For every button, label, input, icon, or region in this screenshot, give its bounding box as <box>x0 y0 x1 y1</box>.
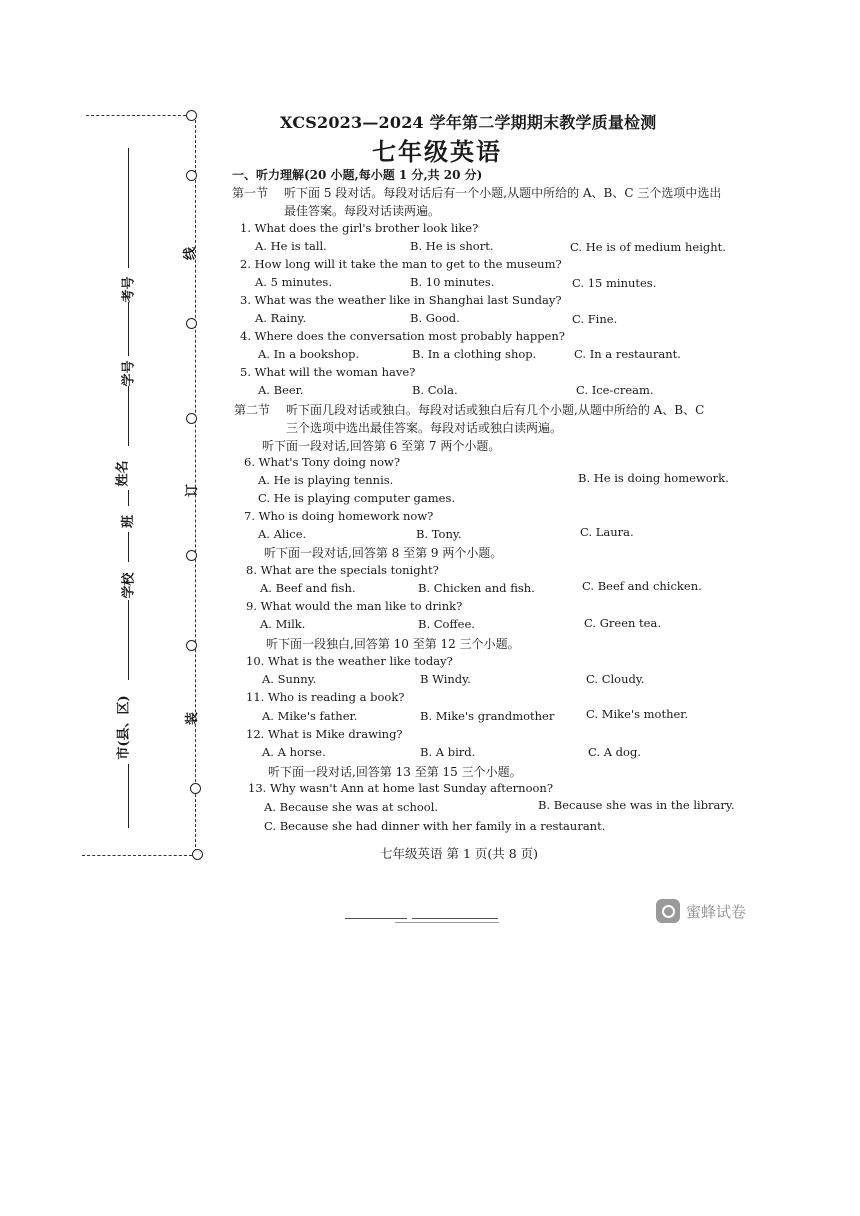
option: C. Green tea. <box>584 616 661 630</box>
part-heading: 一、听力理解(20 小题,每小题 1 分,共 20 分) <box>232 168 483 182</box>
question: 5. What will the woman have? <box>240 365 416 379</box>
binding-hole <box>186 110 197 121</box>
option: B. Mike's grandmother <box>420 709 555 723</box>
option: B. Cola. <box>412 383 458 397</box>
option: A. Milk. <box>260 617 306 631</box>
option: A. In a bookshop. <box>258 347 360 361</box>
field-class: 班 <box>121 514 137 529</box>
option: B. Tony. <box>416 527 462 541</box>
section-instruction: 听下面 5 段对话。每段对话后有一个小题,从题中所给的 A、B、C 三个选项中选出 <box>284 186 722 200</box>
option: A. Beef and fish. <box>260 581 356 595</box>
field-student-number: 学号 <box>121 360 137 387</box>
cut-mark: 订 <box>185 483 201 498</box>
group-intro: 听下面一段对话,回答第 13 至第 15 三个小题。 <box>268 765 522 779</box>
option: C. He is of medium height. <box>570 240 726 254</box>
option: B. He is doing homework. <box>578 471 729 485</box>
option: C. He is playing computer games. <box>258 491 456 505</box>
binding-hole <box>186 318 197 329</box>
question: 10. What is the weather like today? <box>246 654 453 668</box>
option: C. Cloudy. <box>586 672 645 686</box>
watermark <box>656 899 746 923</box>
question: 7. Who is doing homework now? <box>244 509 434 523</box>
exam-title: XCS2023—2024 学年第二学期期末教学质量检测 <box>280 113 657 132</box>
group-intro: 听下面一段对话,回答第 8 至第 9 两个小题。 <box>264 546 503 560</box>
section-instruction: 最佳答案。每段对话读两遍。 <box>284 204 441 218</box>
option: C. Because she had dinner with her family in a restaurant. <box>264 819 606 833</box>
question: 9. What would the man like to drink? <box>246 599 463 613</box>
cut-mark: 线 <box>183 246 199 261</box>
binding-hole <box>186 550 197 561</box>
question: 13. Why wasn't Ann at home last Sunday afternoon? <box>248 781 554 795</box>
binding-hole <box>192 849 203 860</box>
option: C. Ice-cream. <box>576 383 654 397</box>
option: A. Rainy. <box>255 311 307 325</box>
question: 3. What was the weather like in Shanghai last Sunday? <box>240 293 562 307</box>
option: A. A horse. <box>262 745 326 759</box>
option: A. Mike's father. <box>262 709 358 723</box>
page-footer: 七年级英语 第 1 页(共 8 页) <box>380 846 539 861</box>
question: 1. What does the girl's brother look like? <box>240 221 479 235</box>
field-school: 学校 <box>121 572 137 599</box>
section-label: 第一节 <box>232 186 269 200</box>
option: B. Because she was in the library. <box>538 798 735 812</box>
q-logo-icon <box>656 899 680 923</box>
field-city-county: 市(县、区) <box>116 695 132 760</box>
watermark-text: 蜜蜂试卷 <box>686 902 747 921</box>
question: 11. Who is reading a book? <box>246 690 405 704</box>
option: B. A bird. <box>420 745 476 759</box>
binding-hole <box>186 640 197 651</box>
group-intro: 听下面一段对话,回答第 6 至第 7 两个小题。 <box>262 439 501 453</box>
option: B Windy. <box>420 672 471 686</box>
option: C. Laura. <box>580 525 634 539</box>
option: C. In a restaurant. <box>574 347 681 361</box>
option: A. 5 minutes. <box>255 275 332 289</box>
option: B. Good. <box>410 311 460 325</box>
field-exam-number: 考号 <box>121 276 137 303</box>
option: C. 15 minutes. <box>572 276 657 290</box>
option: A. He is tall. <box>255 239 327 253</box>
cut-mark: 装 <box>185 711 201 726</box>
binding-hole <box>190 783 201 794</box>
question: 6. What's Tony doing now? <box>244 455 401 469</box>
field-name: 姓名 <box>115 460 131 487</box>
option: A. Sunny. <box>262 672 317 686</box>
option: A. Because she was at school. <box>264 800 439 814</box>
question: 8. What are the specials tonight? <box>246 563 439 577</box>
question: 2. How long will it take the man to get to the museum? <box>240 257 562 271</box>
option: C. Beef and chicken. <box>582 579 702 593</box>
binding-hole <box>186 413 197 424</box>
option: B. He is short. <box>410 239 494 253</box>
option: A. Alice. <box>258 527 307 541</box>
option: C. Mike's mother. <box>586 707 689 721</box>
option: B. Chicken and fish. <box>418 581 535 595</box>
option: C. A dog. <box>588 745 641 759</box>
option: B. In a clothing shop. <box>412 347 537 361</box>
option: C. Fine. <box>572 312 618 326</box>
group-intro: 听下面一段独白,回答第 10 至第 12 三个小题。 <box>266 637 520 651</box>
section-instruction: 听下面几段对话或独白。每段对话或独白后有几个小题,从题中所给的 A、B、C <box>286 403 705 417</box>
option: B. Coffee. <box>418 617 475 631</box>
subject-title: 七年级英语 <box>372 137 502 166</box>
option: A. He is playing tennis. <box>258 473 394 487</box>
option: A. Beer. <box>258 383 304 397</box>
section-instruction: 三个选项中选出最佳答案。每段对话或独白读两遍。 <box>286 421 563 435</box>
binding-hole <box>186 170 197 181</box>
section-label: 第二节 <box>234 403 271 417</box>
question: 4. Where does the conversation most probably happen? <box>240 329 565 343</box>
option: B. 10 minutes. <box>410 275 495 289</box>
question: 12. What is Mike drawing? <box>246 727 403 741</box>
